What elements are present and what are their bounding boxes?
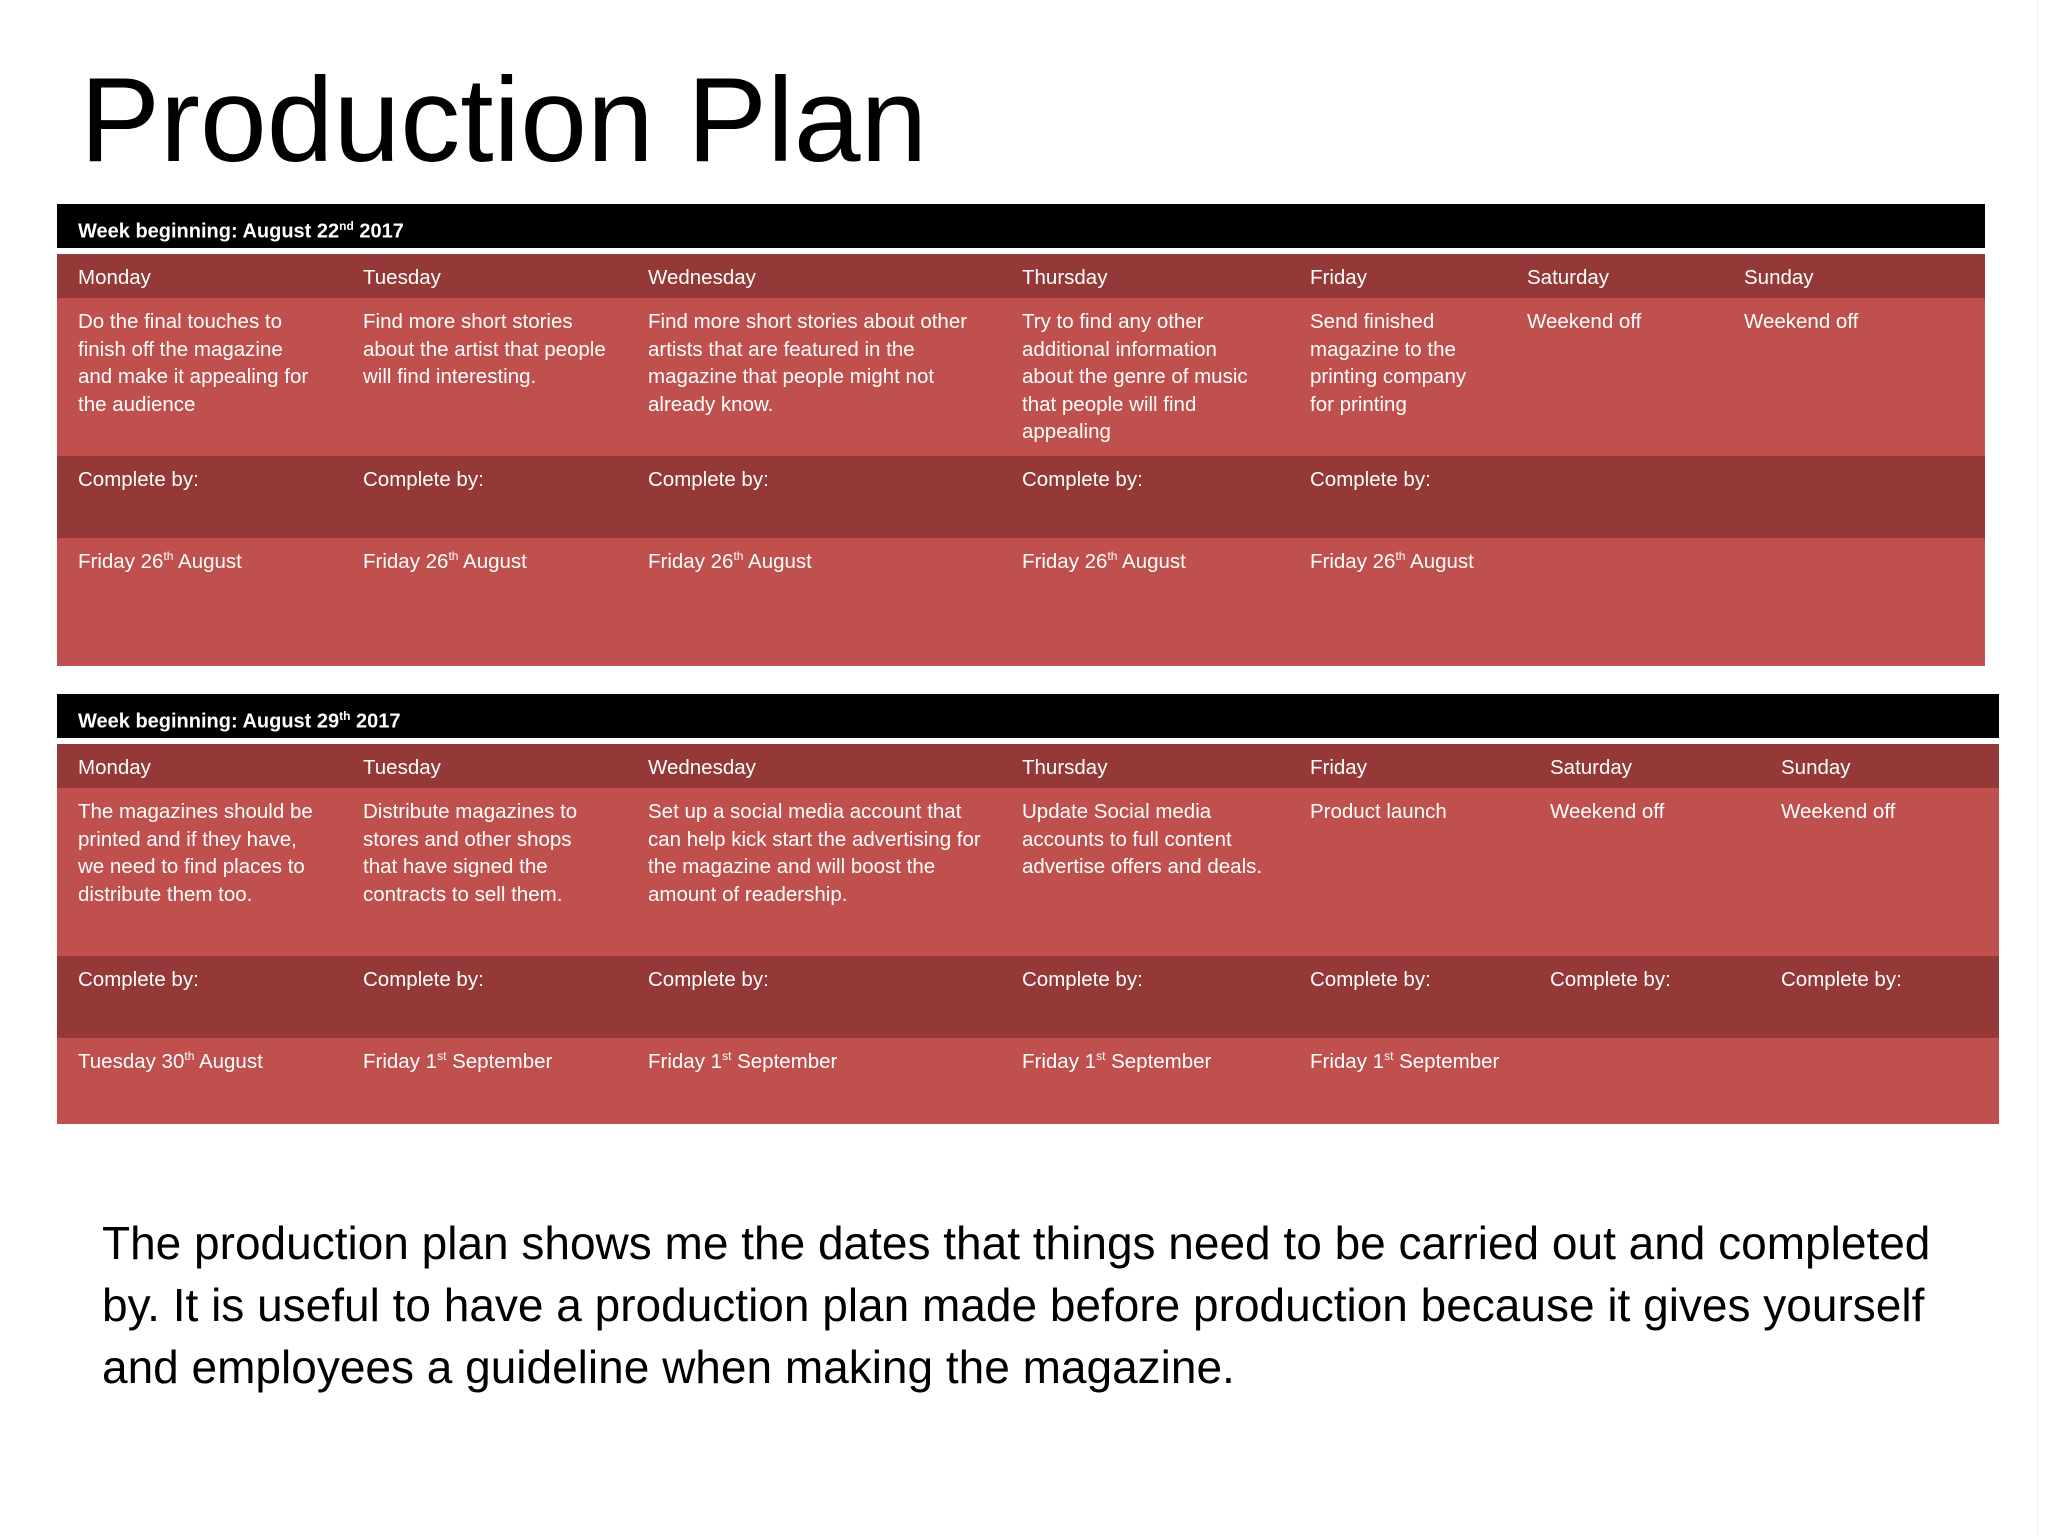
complete-by-label: Complete by: — [1001, 956, 1289, 1038]
task-cell: Update Social media accounts to full content advertise offers and deals. — [1001, 788, 1289, 956]
deadline-cell — [627, 1038, 1001, 1124]
task-cell: Set up a social media account that can help kick start the advertising for the magazine and will boost the amount of readership. — [627, 788, 1001, 956]
day-name-cell: Saturday — [1529, 744, 1760, 788]
deadline-day: Friday 26 — [1310, 550, 1396, 573]
deadline-suffix: th — [733, 549, 744, 564]
complete-by-label — [1723, 456, 1985, 538]
deadline-day: Friday 26 — [363, 550, 449, 573]
complete-by-label: Complete by: — [342, 456, 627, 538]
deadline-day: Friday 26 — [78, 550, 164, 573]
deadline-day: Tuesday 30 — [78, 1050, 185, 1073]
complete-by-label: Complete by: — [1529, 956, 1760, 1038]
task-cell: Try to find any other additional information about the genre of music that people will find appealing — [1001, 298, 1289, 456]
deadline-suffix: th — [163, 549, 174, 564]
week-1-table — [57, 204, 1985, 666]
deadline-cell — [342, 1038, 627, 1124]
task-cell: Weekend off — [1529, 788, 1760, 956]
deadline-suffix: st — [722, 1049, 732, 1064]
week-header — [57, 694, 1999, 738]
week-header-suffix: nd — [339, 219, 354, 233]
deadline-cell — [342, 538, 627, 666]
task-cell: Weekend off — [1760, 788, 1999, 956]
complete-by-label: Complete by: — [1289, 956, 1529, 1038]
deadline-day: Friday 26 — [648, 550, 734, 573]
week-header-suffix: th — [339, 709, 351, 723]
deadline-cell — [1001, 1038, 1289, 1124]
task-cell: Find more short stories about other artists that are featured in the magazine that people might not already know. — [627, 298, 1001, 456]
complete-by-label: Complete by: — [342, 956, 627, 1038]
complete-by-label: Complete by: — [1001, 456, 1289, 538]
deadline-month: September — [1393, 1050, 1500, 1073]
complete-by-label: Complete by: — [1289, 456, 1506, 538]
deadline-cell — [57, 538, 342, 666]
deadline-cell — [1289, 1038, 1529, 1124]
deadline-day: Friday 26 — [1022, 550, 1108, 573]
deadline-cell — [1506, 538, 1723, 666]
day-name-cell: Tuesday — [342, 744, 627, 788]
deadline-month: August — [194, 1050, 263, 1073]
deadline-cell — [57, 1038, 342, 1124]
deadline-day: Friday 1 — [1022, 1050, 1097, 1073]
complete-by-label: Complete by: — [627, 956, 1001, 1038]
task-cell: Product launch — [1289, 788, 1529, 956]
day-name-cell: Saturday — [1506, 254, 1723, 298]
day-name-cell: Sunday — [1760, 744, 1999, 788]
complete-by-label — [1506, 456, 1723, 538]
deadline-month: September — [731, 1050, 838, 1073]
complete-by-label: Complete by: — [627, 456, 1001, 538]
deadline-suffix: th — [1107, 549, 1118, 564]
day-name-cell: Friday — [1289, 744, 1529, 788]
deadline-cell — [1001, 538, 1289, 666]
week-header-label: Week beginning: August 29 — [78, 710, 340, 733]
day-name-cell: Wednesday — [627, 254, 1001, 298]
day-name-cell: Monday — [57, 254, 342, 298]
deadline-day: Friday 1 — [648, 1050, 723, 1073]
task-cell: Distribute magazines to stores and other shops that have signed the contracts to sell them. — [342, 788, 627, 956]
deadline-suffix: th — [184, 1049, 195, 1064]
day-name-cell: Wednesday — [627, 744, 1001, 788]
task-cell: Weekend off — [1723, 298, 1985, 456]
deadline-suffix: th — [448, 549, 459, 564]
page-title: Production Plan — [80, 53, 928, 187]
task-cell: The magazines should be printed and if they have, we need to find places to distribute them too. — [57, 788, 342, 956]
deadline-suffix: st — [437, 1049, 447, 1064]
deadline-cell — [1760, 1038, 1999, 1124]
deadline-month: August — [458, 550, 527, 573]
deadline-cell — [1289, 538, 1506, 666]
deadline-month: August — [1117, 550, 1186, 573]
task-cell: Send finished magazine to the printing company for printing — [1289, 298, 1506, 456]
deadline-cell — [1529, 1038, 1760, 1124]
week-grid — [57, 744, 1999, 1124]
deadline-day: Friday 1 — [1310, 1050, 1385, 1073]
page-edge-divider — [2037, 0, 2038, 1536]
summary-paragraph: The production plan shows me the dates that things need to be carried out and completed by. It is useful to have a production plan made before production because it gives yourself and employees a guideline when making the magazine. — [102, 1217, 1931, 1393]
deadline-month: August — [1405, 550, 1474, 573]
deadline-month: August — [173, 550, 242, 573]
complete-by-label: Complete by: — [57, 956, 342, 1038]
complete-by-label: Complete by: — [1760, 956, 1999, 1038]
week-grid — [57, 254, 1985, 666]
deadline-cell — [627, 538, 1001, 666]
complete-by-label: Complete by: — [57, 456, 342, 538]
week-2-table — [57, 694, 1999, 1124]
deadline-day: Friday 1 — [363, 1050, 438, 1073]
deadline-month: August — [743, 550, 812, 573]
deadline-suffix: th — [1395, 549, 1406, 564]
day-name-cell: Friday — [1289, 254, 1506, 298]
day-name-cell: Thursday — [1001, 744, 1289, 788]
day-name-cell: Thursday — [1001, 254, 1289, 298]
week-header-year: 2017 — [359, 220, 404, 243]
day-name-cell: Tuesday — [342, 254, 627, 298]
day-name-cell: Sunday — [1723, 254, 1985, 298]
deadline-suffix: st — [1384, 1049, 1394, 1064]
week-header — [57, 204, 1985, 248]
deadline-cell — [1723, 538, 1985, 666]
deadline-month: September — [1105, 1050, 1212, 1073]
deadline-month: September — [446, 1050, 553, 1073]
task-cell: Do the final touches to finish off the magazine and make it appealing for the audience — [57, 298, 342, 456]
week-header-year: 2017 — [356, 710, 401, 733]
day-name-cell: Monday — [57, 744, 342, 788]
task-cell: Weekend off — [1506, 298, 1723, 456]
deadline-suffix: st — [1096, 1049, 1106, 1064]
task-cell: Find more short stories about the artist that people will find interesting. — [342, 298, 627, 456]
week-header-label: Week beginning: August 22 — [78, 220, 340, 243]
